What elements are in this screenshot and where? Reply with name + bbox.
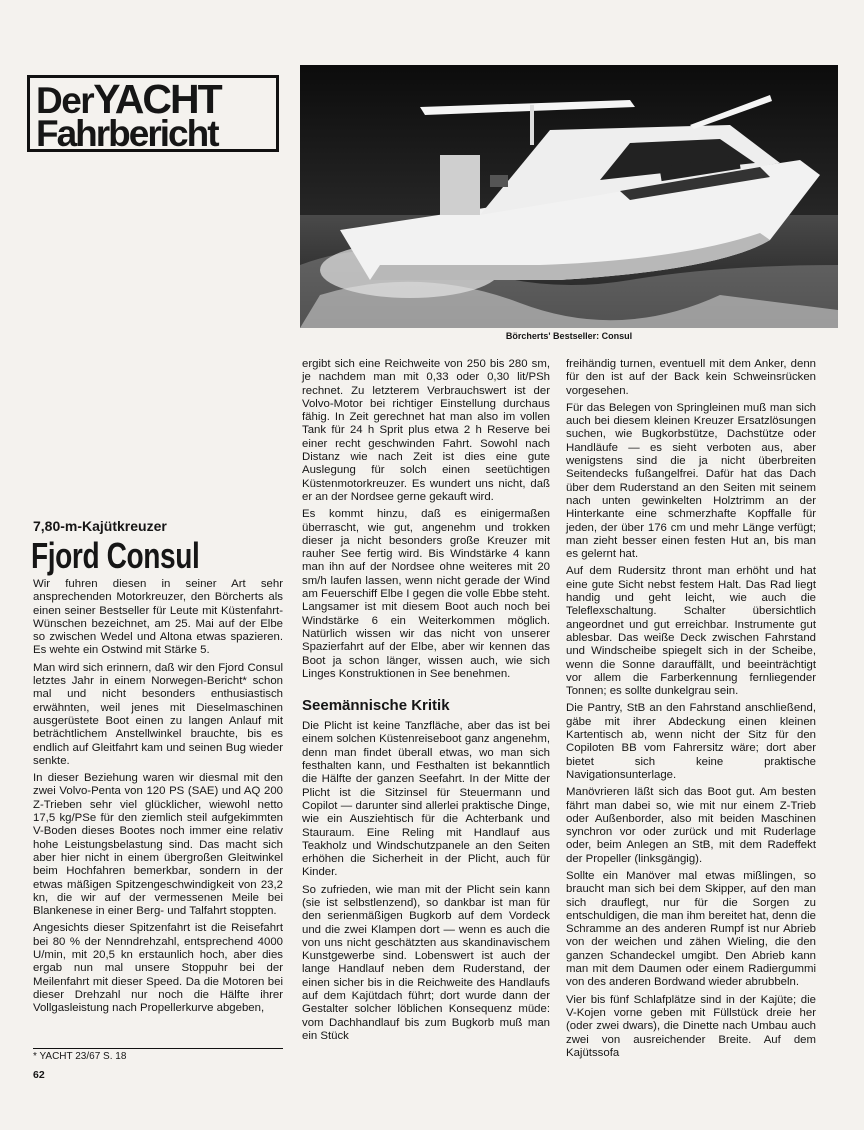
paragraph: Manövrieren läßt sich das Boot gut. Am besten fährt man dabei so, wie mit nur einem Z-Trieb oder Außenborder, also mit beiden Maschinen synchron vor oder zurück und mit Ruderlage oder, beim Anlegen an StB, mit dem Radeffekt der Propeller (linksgängig). [566, 786, 816, 865]
logo-fahrbericht: Fahrbericht [36, 112, 218, 154]
text-column-1 [33, 578, 283, 1020]
footnote: * YACHT 23/67 S. 18 [33, 1048, 283, 1062]
text-column-2 [302, 358, 550, 1047]
section-heading: Seemännische Kritik [302, 697, 450, 715]
article-title: Fjord Consul [31, 535, 200, 576]
paragraph: Sollte ein Manöver mal etwas mißlingen, so braucht man sich bei dem Skipper, auf den man sich drauflegt, nur für die Sorgen zu entschuldigen, die man ihm bereitet hat, denn die Schramme an des anderen Rumpf ist nur Abrieb von der weichen und zähen Wieling, die den ganzen Schandeckel umgibt. Den Abrieb kann man mit dem Daumen oder einem Radiergummi von des anderen Bordwand wieder abrubbeln. [566, 869, 816, 989]
boat-photo [300, 65, 838, 328]
text-column-3 [566, 358, 816, 1064]
paragraph: Wir fuhren diesen in seiner Art sehr ansprechenden Motorkreuzer, den Börcherts als einen seiner Bestseller für Leute mit Küstenfahrt-Wünschen bezeichnet, am 25. Mai auf der Elbe so zwischen Wedel und Altona etwas spazieren. Es wehte ein Ostwind mit Stärke 5. [33, 578, 283, 657]
logo-der: Der [36, 80, 94, 121]
paragraph: Angesichts dieser Spitzenfahrt ist die Reisefahrt bei 80 % der Nenndrehzahl, entsprechend 4000 U/min, mit 20,5 kn erstaunlich hoch, aber dies ergab nun mal unsere Stoppuhr bei der Meilenfahrt mit dieser Speed. Da die Motoren bei dieser Drehzahl nur noch die Hälfte ihrer Vollgasleistung nach Propellerkurve abgeben, [33, 922, 283, 1015]
boat-photo-image [300, 65, 838, 328]
paragraph: freihändig turnen, eventuell mit dem Anker, denn für den ist auf der Back kein Schweinsrücken vorgesehen. [566, 358, 816, 397]
paragraph: ergibt sich eine Reichweite von 250 bis 280 sm, je nachdem man mit 0,33 oder 0,30 lit/PSh rechnet. Zu letzterem Verbrauchswert ist der Volvo-Motor bei richtiger Einstellung durchaus fähig. In Zeit gerechnet hat man also im vollen Tank für 24 h Sprit plus etwa 2 h Reserve bei einer recht geschwinden Fahrt. Sowohl nach Distanz wie nach Zeit ist dies eine gute Auslegung für solch einen seetüchtigen Küstenmotorkreuzer. Es wundert uns nicht, daß er an der Nordsee gerne gekauft wird. [302, 358, 550, 503]
paragraph: Auf dem Rudersitz thront man erhöht und hat eine gute Sicht nebst festem Halt. Das Rad liegt handig und geht leicht, wie auch die Teleflexschaltung. Schalter übersichtlich angeordnet und gut erreichbar. Instrumente gut ablesbar. Das weiße Deck zwischen Fahrstand und Windscheibe spiegelt sich in der Scheibe, wenn die Sonne darauffällt, und beeinträchtigt vor allem die Farberkennung fernliegender Tonnen; es sollte dunkelgrau sein. [566, 565, 816, 698]
article-subtitle: 7,80-m-Kajütkreuzer [33, 518, 167, 534]
photo-caption: Börcherts' Bestseller: Consul [505, 331, 633, 341]
paragraph: Es kommt hinzu, daß es einigermaßen überrascht, wie gut, angenehm und trokken dieser ja nicht besonders große Kreuzer mit rauher See fertig wird. Bis Windstärke 4 kann man ihn auf der Nordsee ohne weiteres mit 20 sm/h laufen lassen, wenn nicht gerade der Wind am Feuerschiff Elbe I gegen die volle Ebbe steht. Langsamer ist mit diesem Boot auch noch bei Windstärke 6 ein Weiterkommen möglich. Natürlich wissen wir das nicht von unserer Spazierfahrt auf der Elbe, aber wir kennen das Boot ja schon länger, wissen auch, wie sich Linges Konstruktionen in See benehmen. [302, 508, 551, 680]
paragraph: Die Plicht ist keine Tanzfläche, aber das ist bei einem solchen Küstenreiseboot ganz angenehm, denn man findet überall etwas, wo man sich festhalten kann, und Festhalten ist bekanntlich die Hälfte der ganzen Seefahrt. In der Mitte der Plicht ist die Sitzinsel für Steuermann und Copilot — darunter sind allerlei praktische Dinge, wie ein Ausziehtisch für die Achterbank und Stauraum. Eine Reling mit Handlauf aus Teakholz und Windschutzpanele an den Seiten erhöhen die Sicherheit in der Plicht, auch für Kinder. [302, 720, 550, 879]
paragraph: Vier bis fünf Schlafplätze sind in der Kajüte; die V-Kojen vorne geben mit Füllstück dreie her (oder zwei dwars), die Dinette nach Umbau auch zwei von ausreichender Breite. Auf dem Kajütssofa [566, 993, 816, 1059]
paragraph: Für das Belegen von Springleinen muß man sich auch bei diesem kleinen Kreuzer Ersatzlösungen suchen, wie Bugkorbstütze, Dachstütze oder Handläufe — es sieht verboten aus, aber wenigstens sind die ja nicht überbreiten Seitendecks fußangelfrei. Dafür hat das Dach über dem Ruderstand an den Seiten mit seinem nach unten gewinkelten Holztrimm an der Hinterkante eine schmerzhafte Kopffalle für jeden, der über 176 cm und mehr Länge verfügt; man zieht besser einen festen Hut an, bis man es gelernt hat. [566, 401, 816, 561]
yacht-fahrbericht-logo [27, 75, 279, 152]
paragraph: Man wird sich erinnern, daß wir den Fjord Consul letztes Jahr in einem Norwegen-Bericht* schon mal und nicht besonders enthusiastisch erwähnten, weil jenes mit Dieselmaschinen ausgerüstete Boot einen zu langen Anlauf mit beträchtlichem Anstellwinkel brauchte, bis es endlich auf Gleitfahrt kam und seinen Bug wieder senkte. [33, 661, 283, 767]
paragraph: Die Pantry, StB an den Fahrstand anschließend, gäbe mit ihrer Abdeckung einen kleinen Kartentisch ab, wenn nicht der Sitz für den Copiloten BB vom Fahrersitz wäre; dort aber bietet sich keine praktische Navigationsunterlage. [566, 702, 816, 781]
paragraph: In dieser Beziehung waren wir diesmal mit den zwei Volvo-Penta von 120 PS (SAE) und AQ 200 Z-Trieben sehr viel glücklicher, wiewohl netto 17,5 kg/PSe für den ziemlich steil aufgekimmten V-Boden dieses Bootes noch immer eine relativ hohe Leistungsbelastung sind. Das macht sich aber hier nicht in einem übergroßen Gleitwinkel beim Hochfahren bemerkbar, sondern in der etwas mäßigen Spitzengeschwindigkeit von 23,2 kn, die wir auf der vermessenen Meile bei Blankenese in einer Berg- und Talfahrt stoppten. [33, 772, 283, 918]
logo-yacht: YACHT [93, 76, 221, 122]
page-number: 62 [33, 1069, 45, 1081]
paragraph: So zufrieden, wie man mit der Plicht sein kann (sie ist selbstlenzend), so dankbar ist man für den serienmäßigen Bugkorb auf dem Vordeck und die zwei Klampen dort — wenn es auch die von uns nicht geschätzten aus skandinavischem Kunstgewerbe sind. Lobenswert ist auch der lange Handlauf neben dem Ruderstand, der einen sicher bis in die Reichweite des Handlaufs auf dem Kajütdach führt; dort wurde dann der Gestalter solcher löblichen Konsequenz müde: vom Dachhandlauf bis zum Bugkorb muß man ein Stück [302, 883, 550, 1042]
